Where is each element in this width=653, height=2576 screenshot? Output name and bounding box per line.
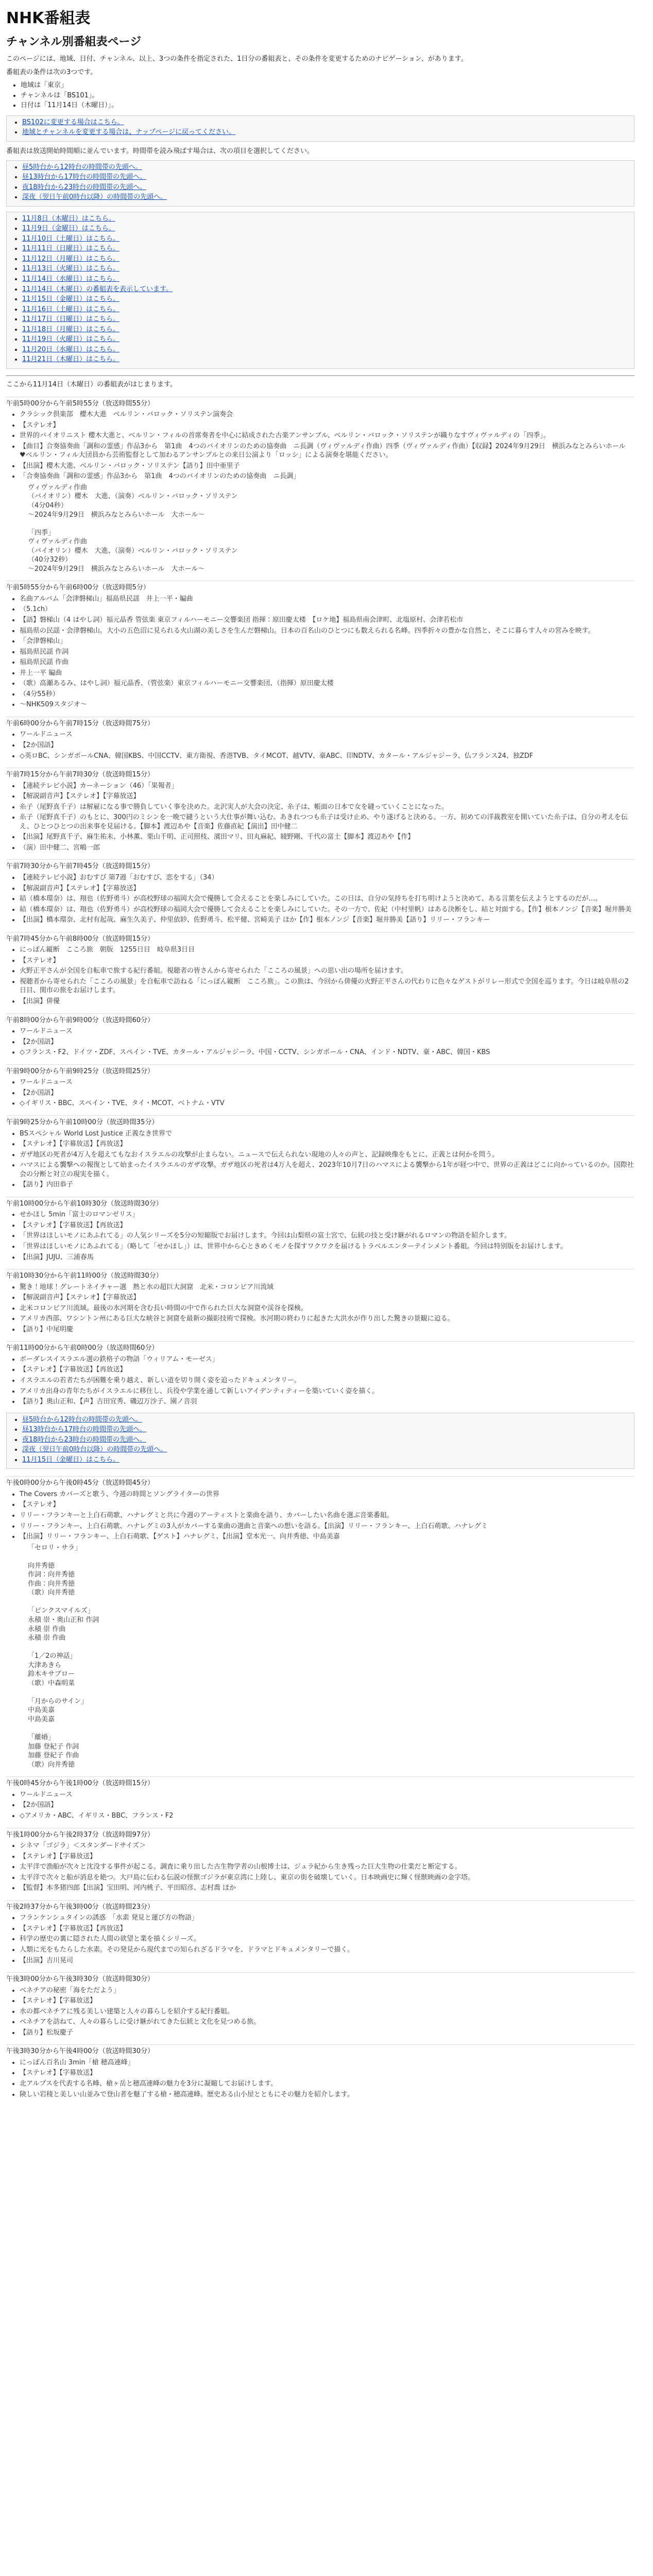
date-link[interactable]: 11月14日（水曜日）はこちら。 <box>22 275 120 283</box>
program-detail: • 【曲目】合奏協奏曲「調和の霊感」作品3から 第1曲 4つのバイオリンのための協奏曲 ニ長調（ヴィヴァルディ作曲）四季（ヴィヴァルディ作曲）【収録】2024年9月29日 横浜みなとみらいホール ♥ベルリン・フィル大団員から芸術監督として加わるアンサンブルとの来日公演より「ロッシ」による演奏を堪能ください。 <box>20 442 634 460</box>
conditions-heading: 番組表の条件は次の3つです。 <box>6 68 97 76</box>
credit-line: 作曲：向井秀徳 <box>28 1580 75 1588</box>
program-slot <box>6 2044 634 2099</box>
program-detail: • ～NHK509スタジオ～ <box>20 700 634 709</box>
program-title: • ワールドニュース <box>20 1078 634 1087</box>
program-body <box>6 1913 634 1965</box>
program-body <box>6 1355 634 1406</box>
credit-line: （40分32秒） <box>28 556 72 564</box>
program-time: 午後2時37分から午後3時00分（放送時間23分） <box>6 1900 634 1912</box>
program-body <box>6 730 634 760</box>
program-slot <box>6 397 634 574</box>
program-time: 午後3時00分から午後3時30分（放送時間30分） <box>6 1972 634 1984</box>
program-slot <box>6 1269 634 1334</box>
program-detail: • 【出演】JUJU、三浦春馬 <box>20 1253 634 1262</box>
program-detail: • 【ステレオ】【字幕放送】【再放送】 <box>20 1365 634 1375</box>
program-body <box>6 1027 634 1057</box>
program-detail: • 視聴者から寄せられた「こころの風景」を自転車で訪ねる「にっぽん縦断 こころ旅」。この旅は、今回から俳優の火野正平さんの代わりに色々なゲストがリレー形式で全国を巡ります。今日は岐阜県の2日目、関市の旅をお届けします。 <box>20 977 634 995</box>
credit-line: 永積 崇・奥山正和 作詞 <box>28 1616 99 1624</box>
program-detail: • ハマスによる襲撃への報復として始まったイスラエルのガザ攻撃。ガザ地区の死者は4万人を超え、2023年10月7日のハマスによる襲撃から1年が経つ中で、世界の正義はどこに向かっているのか。国際社会の分断と対立の現実を描く。 <box>20 1161 634 1179</box>
program-title: • 驚き！地球！グレートネイチャー選 熱と水の超巨大洞窟 北米・コロンビア川流域 <box>20 1283 634 1292</box>
date-link[interactable]: 11月15日（金曜日）はこちら。 <box>22 295 120 303</box>
program-detail: • 【出演】尾野真千子、麻生祐未、小林薫、栗山千明、正司照枝、濱田マリ、田丸麻紀、綾野剛、千代の富士【脚本】渡辺あや【作】 <box>20 833 634 842</box>
date-link[interactable]: 11月18日（月曜日）はこちら。 <box>22 325 120 333</box>
credit-line: 作詞：向井秀徳 <box>28 1571 75 1579</box>
credit-line: 大津あきら <box>28 1661 62 1669</box>
program-detail: • ◇英ロBC、シンガポールCNA、韓国KBS、中国CCTV、東方衛視、香港TVB、タイMCOT、越VTV、豪ABC、印NDTV、カタール・アルジャジーラ、仏フランス24、独ZDF <box>20 752 634 761</box>
program-detail: • 【ステレオ】【字幕放送】【再放送】 <box>20 1140 634 1149</box>
program-detail: • 【解説副音声】【ステレオ】【字幕放送】 <box>20 1293 634 1302</box>
program-detail: • ベネチアを訪ねて、人々の暮らしに受け継がれてきた伝統と文化を見つめる旅。 <box>20 2018 634 2027</box>
date-nav-box <box>6 212 634 369</box>
program-time: 午前8時00分から午前9時00分（放送時間60分） <box>6 1013 634 1025</box>
credit-line <box>28 1643 634 1652</box>
credit-line: 中島美嘉 <box>28 1706 55 1715</box>
program-detail: • リリー・フランキー、上白石萌歌、ハナレグミの3人がカバーする楽曲の選曲と音楽への想いを語る。【出演】リリー・フランキー、上白石萌歌、ハナレグミ <box>20 1522 634 1531</box>
condition-date: • 日付は「11月14日（木曜日）」。 <box>21 101 634 110</box>
program-detail: • 【2か国語】 <box>20 1089 634 1098</box>
program-body <box>6 1790 634 1821</box>
program-time: 午前7時15分から午前7時30分（放送時間15分） <box>6 768 634 779</box>
program-detail: • 【ステレオ】 <box>20 1500 634 1510</box>
time-link-afternoon[interactable]: 昼13時台から17時台の時間帯の先頭へ。 <box>22 173 147 181</box>
credit-line: 「四季」 <box>28 529 55 537</box>
program-title: • シネマ「ゴジラ」＜スタンダードサイズ＞ <box>20 1841 634 1851</box>
program-detail: • 太平洋で次々と船が消息を絶つ。大戸島に伝わる伝説の怪獣ゴジラが東京湾に上陸し、東京の街を破壊していく。日本映画史に輝く怪獣映画の金字塔。 <box>20 1873 634 1883</box>
program-detail: • 【出演】俳優 <box>20 997 634 1006</box>
program-slot <box>6 1013 634 1057</box>
program-detail: • 【2か国語】 <box>20 1038 634 1047</box>
program-time: 午前7時45分から午前8時00分（放送時間15分） <box>6 932 634 944</box>
program-title: • クラシック倶楽部 櫻木大進 ベルリン・バロック・ソリステン演奏会 <box>20 410 634 419</box>
program-detail: • ◇アメリカ・ABC、イギリス・BBC、フランス・F2 <box>20 1811 634 1821</box>
program-title: • にっぽん百名山 3min「槍 穂高連峰」 <box>20 2058 634 2067</box>
program-time: 午前6時00分から午前7時15分（放送時間75分） <box>6 717 634 728</box>
program-title: • BSスペシャル World Lost Justice 正義なき世界で <box>20 1129 634 1139</box>
change-channel-link[interactable]: BS102に変更する場合はこちら。 <box>22 118 124 126</box>
date-link[interactable]: 11月13日（火曜日）はこちら。 <box>22 265 120 273</box>
program-slot <box>6 1900 634 1965</box>
time-nav-heading: 番組表は放送開始時間順に並んでいます。時間帯を読み飛ばす場合は、次の項目を選択してください。 <box>6 147 314 156</box>
program-title: • 【連続テレビ小説】おむすび 第7週「おむすび、恋をする」（34） <box>20 873 634 883</box>
program-slot <box>6 932 634 1006</box>
credit-line: 加藤 登紀子 作曲 <box>28 1752 79 1760</box>
program-detail: • 【出演】吉川晃司 <box>20 1956 634 1965</box>
program-time: 午後3時30分から午後4時00分（放送時間30分） <box>6 2044 634 2056</box>
program-detail: • （4分55秒） <box>20 690 634 699</box>
program-body <box>6 1210 634 1262</box>
mid-nav-link[interactable]: 昼5時台から12時台の時間帯の先頭へ。 <box>22 1415 142 1423</box>
program-body <box>6 1283 634 1334</box>
program-slot <box>6 1064 634 1108</box>
program-detail: • 【ステレオ】【字幕放送】【再放送】 <box>20 1221 634 1230</box>
divider <box>6 375 634 376</box>
program-detail: • （5.1ch） <box>20 605 634 614</box>
program-slot <box>6 1972 634 2037</box>
date-link[interactable]: 11月17日（日曜日）はこちら。 <box>22 315 120 324</box>
program-slot <box>6 768 634 852</box>
program-body <box>6 1986 634 2038</box>
date-link[interactable]: 11月21日（木曜日）はこちら。 <box>22 355 120 364</box>
program-detail: • 【ステレオ】【字幕放送】 <box>20 2069 634 2078</box>
program-title: • 名曲アルバム「会津磐梯山」福島県民謡 井上一平・編曲 <box>20 595 634 604</box>
program-detail: • 北アルプスを代表する名峰、槍ヶ岳と穂高連峰の魅力を3分に凝縮してお届けします。 <box>20 2079 634 2089</box>
program-detail: • 【ステレオ】 <box>20 421 634 430</box>
time-link-latenight[interactable]: 深夜（翌日午前0時台以降）の時間帯の先頭へ。 <box>22 193 167 201</box>
program-detail: • アメリカ出身の青年たちがイスラエルに移住し、兵役や学業を通して新しいアイデンティティーを築いていく姿を描く。 <box>20 1387 634 1396</box>
program-detail: • 【ステレオ】【字幕放送】【再放送】 <box>20 1924 634 1934</box>
program-title: • ワールドニュース <box>20 1790 634 1800</box>
program-detail: • 水の都ベネチアに残る美しい建築と人々の暮らしを紹介する紀行番組。 <box>20 2007 634 2016</box>
program-slot <box>6 581 634 709</box>
credit-line: （歌）中森明菜 <box>28 1679 75 1687</box>
program-detail: • 【出演】リリー・フランキー、上白石萌歌、【ゲスト】ハナレグミ、【出演】堂本光一、向井秀徳、中島美嘉 <box>20 1532 634 1541</box>
program-detail: • 【語】磐梯山（4 はやし詞）福元晶香 管弦楽 東京フィルハーモニー交響楽団 指揮：原田慶太楼 【ロケ地】福島県南会津町、北塩原村、会津若松市 <box>20 616 634 625</box>
program-slot <box>6 717 634 760</box>
program-detail: • 「会津磐梯山」 <box>20 637 634 646</box>
credit-line: 鈴木キサブロー <box>28 1670 75 1679</box>
mid-nav-link[interactable]: 11月15日（金曜日）はこちら。 <box>22 1455 120 1464</box>
date-link[interactable]: 11月14日（木曜日）の番組表を表示しています。 <box>22 285 173 293</box>
program-body <box>6 1129 634 1190</box>
page-intro: このページには、地域、日付、チャンネル、以上、3つの条件を指定された、1日分の番組表と、その条件を変更するためのナビゲーション、があります。 <box>6 55 468 63</box>
time-link-morning[interactable]: 昼5時台から12時台の時間帯の先頭へ。 <box>22 163 142 171</box>
program-detail: • 世界的バイオリニスト 櫻木大進と、ベルリン・フィルの首席奏者を中心に結成された古楽アンサンブル、ベルリン・バロック・ソリステンが織りなすヴィヴァルディの「四季」。 <box>20 431 634 440</box>
program-detail: • 【解説副音声】【ステレオ】【字幕放送】 <box>20 884 634 893</box>
credit-line: 向井秀徳 <box>28 1562 55 1570</box>
program-detail: • 太平洋で漁船が次々と沈没する事件が起こる。調査に乗り出した古生物学者の山根博士は、ジュラ紀から生き残った巨大生物の仕業だと断定する。 <box>20 1862 634 1872</box>
program-slot <box>6 1476 634 1769</box>
program-body <box>6 782 634 853</box>
program-detail: • 【出演】橋本環奈、北村有起哉、麻生久美子、仲里依紗、佐野勇斗、松平健、宮崎美子 ほか【作】根本ノンジ【音楽】堀井勝美【語り】リリー・フランキー <box>20 916 634 925</box>
conditions-list <box>6 81 634 110</box>
music-credits <box>28 1544 634 1770</box>
program-detail: • ガザ地区の死者が4万人を超えてもなおイスラエルの攻撃が止まらない。ニュースで伝えられない現地の人々の声と、記録映像をもとに、正義とは何かを問う。 <box>20 1150 634 1160</box>
program-title: • 【連続テレビ小説】カーネーション（46）「果報者」 <box>20 782 634 791</box>
back-to-top-link[interactable]: 地域とチャンネルを変更する場合は、ナップページに戻ってください。 <box>22 128 236 137</box>
program-detail: • 北米コロンビア川流域。最後の氷河期を含む長い時間の中で作られた巨大な洞窟や渓谷を探検。 <box>20 1304 634 1313</box>
program-body <box>6 410 634 573</box>
change-links-box <box>6 115 634 142</box>
program-slot <box>6 1341 634 1406</box>
date-link[interactable]: 11月16日（土曜日）はこちら。 <box>22 305 120 313</box>
program-time: 午前5時00分から午前5時55分（放送時間55分） <box>6 397 634 409</box>
program-time: 午前5時55分から午前6時00分（放送時間5分） <box>6 581 634 592</box>
program-slot <box>6 1197 634 1262</box>
program-time: 午前11時00分から午前0時00分（放送時間60分） <box>6 1341 634 1353</box>
program-detail: • 糸子（尾野真千子）は解雇になる事で勝負していく事を決めた。北沢実人が大会の決定、糸子は、帳面の日本で女を縫っていくことになった。 <box>20 803 634 812</box>
program-body <box>6 873 634 925</box>
time-nav-box <box>6 160 634 207</box>
program-time: 午前10時00分から午前10時30分（放送時間30分） <box>6 1197 634 1209</box>
program-detail: • （演）田中健二、宮嶋一郎 <box>20 843 634 853</box>
program-title: • ワールドニュース <box>20 1027 634 1036</box>
program-title: • ワールドニュース <box>20 730 634 739</box>
credit-line: 加藤 登紀子 作詞 <box>28 1742 79 1751</box>
credit-line: （歌）向井秀徳 <box>28 1589 75 1597</box>
program-detail: • 「世界はほしいモノにあふれてる」（略して「せかほし」）は、世界中から心ときめくモノを探すワクワクを届けるトラベルエンターテインメント番組。今回は特別版をお届けします。 <box>20 1242 634 1251</box>
date-link[interactable]: 11月10日（土曜日）はこちら。 <box>22 234 120 243</box>
condition-area: • 地域は「東京」 <box>21 81 634 90</box>
program-detail: • 【監督】本多猪四郎【出演】宝田明、河内桃子、平田昭彦、志村喬 ほか <box>20 1884 634 1893</box>
program-time: 午後0時00分から午後0時45分（放送時間45分） <box>6 1476 634 1488</box>
program-detail: • ◇フランス・F2、ドイツ・ZDF、スペイン・TVE、カタール・アルジャジーラ、中国・CCTV、シンガポール・CNA、インド・NDTV、豪・ABC、韓国・KBS <box>20 1048 634 1057</box>
credit-line: （バイオリン）櫻木 大進、（演奏）ベルリン・バロック・ソリステン <box>28 493 238 501</box>
program-detail: • （歌）高瀬あるみ、はやし詞）福元晶香、（管弦楽）東京フィルハーモニー交響楽団、（指揮）原田慶太楼 <box>20 679 634 688</box>
program-detail: • 【ステレオ】【字幕放送】 <box>20 1996 634 2006</box>
program-time: 午前10時30分から午前11時00分（放送時間30分） <box>6 1269 634 1281</box>
program-detail: • アメリカ西部、ワシントン州にある巨大な峡谷と洞窟を最新の撮影技術で探検。氷河期の終わりに起きた大洪水が作り出した驚きの景観に迫る。 <box>20 1314 634 1324</box>
program-detail: • ◇イギリス・BBC、スペイン・TVE、タイ・MCOT、ベトナム・VTV <box>20 1099 634 1108</box>
time-link-evening[interactable]: 夜18時台から23時台の時間帯の先頭へ。 <box>22 183 147 191</box>
credit-line: 「1／2の神話」 <box>28 1652 77 1660</box>
credit-line <box>28 1552 634 1562</box>
mid-nav-link[interactable]: 夜18時台から23時台の時間帯の先頭へ。 <box>22 1435 147 1444</box>
program-detail: • 糸子（尾野真千子）のもとに、300円のミシンを一晩で縫うという大仕事が舞い込む。あきれつつも糸子は受け止め、やり遂げると決める。一方、初めての洋裁教室を開いていた糸子は、自分の考えを伝え、ひとつひとつの出来事を見届ける。【脚本】渡辺あや【音楽】佐藤直紀【演出】田中健二 <box>20 813 634 831</box>
program-title: • せかほし 5min「富士のロマンゼリス」 <box>20 1210 634 1219</box>
program-body <box>6 1078 634 1108</box>
program-detail: • 【出演】櫻木大進、ベルリン・バロック・ソリステン【語り】田中亜里子 <box>20 462 634 471</box>
page-title: NHK番組表 <box>6 9 91 27</box>
program-detail: • 【ステレオ】 <box>20 956 634 965</box>
credit-line <box>28 1598 634 1607</box>
program-title: • ベネチアの秘密「海をただよう」 <box>20 1986 634 1995</box>
program-detail: • 結（橋本環奈）は、翔也（佐野勇斗）が高校野球の福岡大会で優勝して会えることを楽しみにしていた。その一方で、佐紀（中村里帆）はある決断をし、結と対面する。【作】根本ノンジ【音楽】堀井勝美 <box>20 905 634 914</box>
program-detail: • 【2か国語】 <box>20 1801 634 1810</box>
program-title: • にっぽん縦断 こころ旅 朝版 1255日目 岐阜県3日目 <box>20 945 634 955</box>
program-slot <box>6 1828 634 1893</box>
program-detail: • 【2か国語】 <box>20 741 634 750</box>
program-detail: • リリー・フランキーと上白石萌歌、ハナレグミと共に今週のアーティストと楽曲を語り、カバーしたい名曲を選ぶ音楽番組。 <box>20 1511 634 1520</box>
condition-channel: • チャンネルは「BS101」。 <box>21 91 634 100</box>
date-link[interactable]: 11月19日（火曜日）はこちら。 <box>22 335 120 344</box>
program-body <box>6 945 634 1006</box>
program-body <box>6 595 634 709</box>
program-time: 午前9時25分から午前10時00分（放送時間35分） <box>6 1115 634 1127</box>
program-slot <box>6 1115 634 1190</box>
credit-line: （歌）向井秀徳 <box>28 1760 75 1769</box>
credit-line: 中島美嘉 <box>28 1716 55 1724</box>
program-detail: • 【語り】奥山正和、【声】吉田宜秀、磯辺万沙子、園ノ音羽 <box>20 1397 634 1406</box>
program-time: 午後1時00分から午後2時37分（放送時間97分） <box>6 1828 634 1840</box>
program-time: 午後0時45分から午後1時00分（放送時間15分） <box>6 1776 634 1788</box>
program-time: 午前7時30分から午前7時45分（放送時間15分） <box>6 859 634 871</box>
page-subtitle: チャンネル別番組表ページ <box>6 35 142 48</box>
music-credits <box>28 483 634 573</box>
program-detail: • 【語り】中尾明慶 <box>20 1325 634 1334</box>
mid-nav-link[interactable]: 昼13時台から17時台の時間帯の先頭へ。 <box>22 1426 147 1434</box>
program-detail: • 福島県民謡 作曲 <box>20 658 634 667</box>
program-body <box>6 1841 634 1893</box>
program-detail: • 人類に光をもたらした水素。その発見から現代までの知られざるドラマを、ドラマとドキュメンタリーで描く。 <box>20 1945 634 1955</box>
program-title: • ボーダレスイスラエル選の鉄格子の物語「ウィリアム・モーゼス」 <box>20 1355 634 1364</box>
mid-nav-link[interactable]: 深夜（翌日午前0時台以降）の時間帯の先頭へ。 <box>22 1446 167 1454</box>
program-detail: • 「世界はほしいモノにあふれてる」の人気シリーズを5分の短縮版でお届けします。今回は山梨県の富士宮で、伝統の技と受け継がれるロマンの物語を紹介します。 <box>20 1231 634 1241</box>
program-detail: • 科学の歴史の裏に隠された人間の欲望と業を描くシリーズ。 <box>20 1935 634 1944</box>
program-slot <box>6 859 634 924</box>
date-link[interactable]: 11月20日（水曜日）はこちら。 <box>22 345 120 353</box>
credit-line: 永積 崇 作曲 <box>28 1625 66 1633</box>
credit-line: 永積 崇 作曲 <box>28 1634 66 1642</box>
credit-line: 「離婚」 <box>28 1734 55 1742</box>
program-title: • The Covers カバーズと歌う、今週の時間とソングライターの世界 <box>20 1490 634 1499</box>
program-detail: • 【語り】松坂慶子 <box>20 2028 634 2038</box>
credit-line: ヴィヴァルディ作曲 <box>28 538 88 546</box>
credit-line: ～2024年9月29日 横浜みなとみらいホール 大ホール～ <box>28 565 205 573</box>
credit-line <box>28 1688 634 1697</box>
program-detail: • 福島県民謡 作詞 <box>20 648 634 657</box>
credit-line: （バイオリン）櫻木 大進、（演奏）ベルリン・バロック・ソリステン <box>28 547 238 555</box>
mid-nav-box <box>6 1413 634 1469</box>
credit-line: ～2024年9月29日 横浜みなとみらいホール 大ホール～ <box>28 511 205 519</box>
date-link[interactable]: 11月8日（木曜日）はこちら。 <box>22 214 115 223</box>
program-detail: • 「合奏協奏曲「調和の霊感」作品3から 第1曲 4つのバイオリンのための協奏曲 ニ長調」 <box>20 472 634 481</box>
credit-line: 「セロリ・サラ」 <box>28 1544 82 1552</box>
list-start: ここから11月14日（木曜日）の番組表がはじまります。 <box>6 380 177 388</box>
credit-line: 「ピンクスマイルズ」 <box>28 1607 94 1615</box>
program-detail: • 火野正平さんが全国を自転車で旅する紀行番組。視聴者の皆さんから寄せられた「こころの風景」への思い出の場所を届けます。 <box>20 967 634 976</box>
program-detail: • 【語り】内田恭子 <box>20 1180 634 1190</box>
program-detail: • 井上一平 編曲 <box>20 669 634 678</box>
date-link[interactable]: 11月11日（日曜日）はこちら。 <box>22 245 120 253</box>
program-time: 午前9時00分から午前9時25分（放送時間25分） <box>6 1064 634 1076</box>
credit-line <box>28 1724 634 1734</box>
date-link[interactable]: 11月12日（月曜日）はこちら。 <box>22 255 120 263</box>
credit-line: ヴィヴァルディ作曲 <box>28 483 88 492</box>
program-detail: • 【ステレオ】【字幕放送】 <box>20 1852 634 1861</box>
program-detail: • 結（橋本環奈）は、翔也（佐野勇斗）が高校野球の福岡大会で優勝して会えることを楽しみにしていた。この日は、自分の気持ちを打ち明けようと決めて、ある言葉を伝えようとするのだが…。 <box>20 894 634 904</box>
program-body <box>6 2058 634 2099</box>
credit-line <box>28 519 634 529</box>
credit-line: 「月からのサイン」 <box>28 1697 88 1705</box>
program-slot <box>6 1776 634 1820</box>
program-title: • フランケンシュタインの誘惑 「水素 発見と運び方の物語」 <box>20 1913 634 1923</box>
credit-line: （4分04秒） <box>28 501 67 510</box>
program-detail: • 福島県の民謡・会津磐梯山。大小の五色沼に見られる火山湖の美しさを生んだ磐梯山。日本の百名山のひとつにも数えられる名峰。四季折々の豊かな自然と、そこに暮らす人々の営みを映す。 <box>20 626 634 636</box>
program-detail: • 【解説副音声】【ステレオ】【字幕放送】 <box>20 792 634 801</box>
date-link[interactable]: 11月9日（金曜日）はこちら。 <box>22 225 115 233</box>
program-body <box>6 1490 634 1769</box>
program-detail: • イスラエルの若者たちが困難を乗り越え、新しい道を切り開く姿を追ったドキュメンタリー。 <box>20 1376 634 1385</box>
program-detail: • 険しい岩稜と美しい山並みで登山者を魅了する槍・穂高連峰。歴史ある山小屋とともにその魅力を紹介します。 <box>20 2090 634 2099</box>
